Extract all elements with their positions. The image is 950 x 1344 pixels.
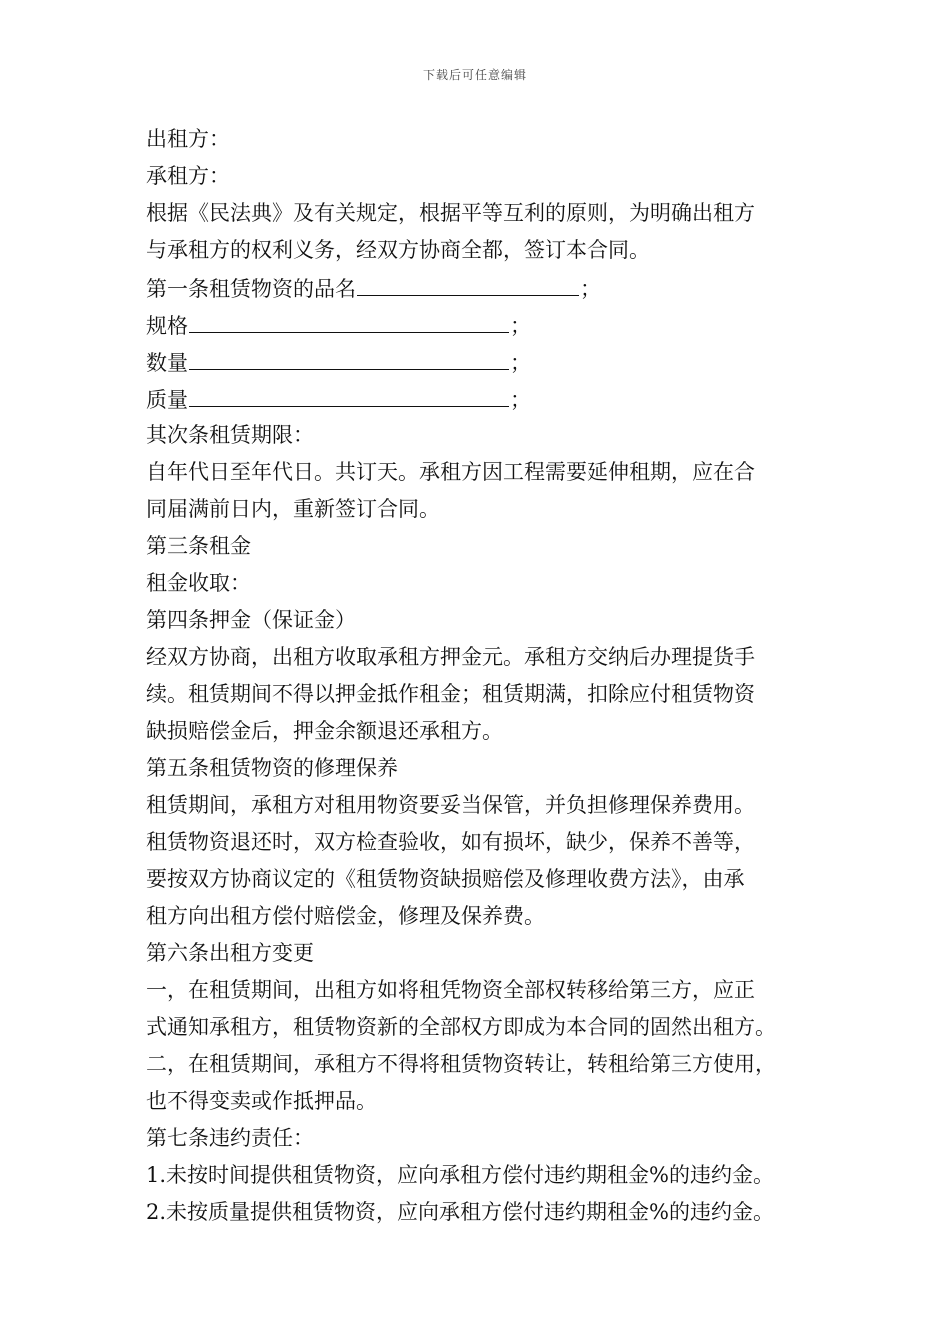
document-body [146, 121, 846, 1231]
line-text: 第一条租赁物资的品名 [146, 277, 356, 301]
line-text: 数量 [146, 351, 188, 375]
fill-in-blank [357, 269, 579, 296]
document-line [146, 602, 846, 639]
fill-in-blank [189, 343, 509, 370]
document-line [146, 380, 846, 417]
document-line [146, 158, 846, 195]
line-text: 1.未按时间提供租赁物资，应向承租方偿付违约期租金%的违约金。 [146, 1163, 774, 1187]
line-text: 式通知承租方，租赁物资新的全部权方即成为本合同的固然出租方。 [146, 1015, 776, 1039]
line-text: 其次条租赁期限： [146, 423, 314, 447]
document-line [146, 454, 846, 491]
line-text: 同届满前日内，重新签订合同。 [146, 497, 440, 521]
line-text: 租方向出租方偿付赔偿金，修理及保养费。 [146, 904, 545, 928]
line-end-punctuation: ； [510, 314, 531, 338]
document-line [146, 1120, 846, 1157]
document-line [146, 861, 846, 898]
document-line [146, 121, 846, 158]
document-line [146, 417, 846, 454]
document-line [146, 824, 846, 861]
document-line [146, 306, 846, 343]
document-line [146, 898, 846, 935]
line-text: 续。租赁期间不得以押金抵作租金；租赁期满，扣除应付租赁物资 [146, 682, 755, 706]
line-text: 根据《民法典》及有关规定，根据平等互利的原则，为明确出租方 [146, 201, 755, 225]
line-text: 第六条出租方变更 [146, 941, 314, 965]
line-text: 租赁期间，承租方对租用物资要妥当保管，并负担修理保养费用。 [146, 793, 755, 817]
line-text: 经双方协商，出租方收取承租方押金元。承租方交纳后办理提货手 [146, 645, 755, 669]
line-text: 缺损赔偿金后，押金余额退还承租方。 [146, 719, 503, 743]
line-text: 自年代日至年代日。共订天。承租方因工程需要延伸租期，应在合 [146, 460, 755, 484]
document-line [146, 972, 846, 1009]
line-text: 承租方： [146, 164, 230, 188]
document-line [146, 491, 846, 528]
document-line [146, 787, 846, 824]
line-text: 规格 [146, 314, 188, 338]
line-text: 第七条违约责任： [146, 1126, 314, 1150]
document-line [146, 639, 846, 676]
fill-in-blank [189, 306, 509, 333]
document-line [146, 750, 846, 787]
line-end-punctuation: ； [510, 388, 531, 412]
document-line [146, 565, 846, 602]
document-line [146, 713, 846, 750]
line-text: 质量 [146, 388, 188, 412]
document-line [146, 1083, 846, 1120]
line-text: 出租方： [146, 127, 230, 151]
document-line [146, 676, 846, 713]
line-text: 要按双方协商议定的《租赁物资缺损赔偿及修理收费方法》，由承 [146, 867, 745, 891]
document-line [146, 935, 846, 972]
line-text: 租赁物资退还时，双方检查验收，如有损坏，缺少，保养不善等， [146, 830, 755, 854]
line-text: 租金收取： [146, 571, 251, 595]
line-text: 一，在租赁期间，出租方如将租凭物资全部权转移给第三方，应正 [146, 978, 755, 1002]
document-line [146, 1009, 846, 1046]
line-text: 2.未按质量提供租赁物资，应向承租方偿付违约期租金%的违约金。 [146, 1200, 774, 1224]
line-text: 第三条租金 [146, 534, 251, 558]
fill-in-blank [189, 380, 509, 407]
page-header: 下载后可任意编辑 [422, 68, 527, 82]
line-end-punctuation: ； [580, 277, 601, 301]
line-text: 第四条押金（保证金） [146, 608, 356, 632]
document-line [146, 343, 846, 380]
document-line [146, 195, 846, 232]
document-line [146, 1194, 846, 1231]
line-end-punctuation: ； [510, 351, 531, 375]
line-text: 二，在租赁期间，承租方不得将租赁物资转让，转租给第三方使用， [146, 1052, 776, 1076]
document-line [146, 232, 846, 269]
document-line [146, 269, 846, 306]
line-text: 与承租方的权利义务，经双方协商全都，签订本合同。 [146, 238, 650, 262]
line-text: 也不得变卖或作抵押品。 [146, 1089, 377, 1113]
document-line [146, 1157, 846, 1194]
document-line [146, 528, 846, 565]
document-line [146, 1046, 846, 1083]
line-text: 第五条租赁物资的修理保养 [146, 756, 398, 780]
